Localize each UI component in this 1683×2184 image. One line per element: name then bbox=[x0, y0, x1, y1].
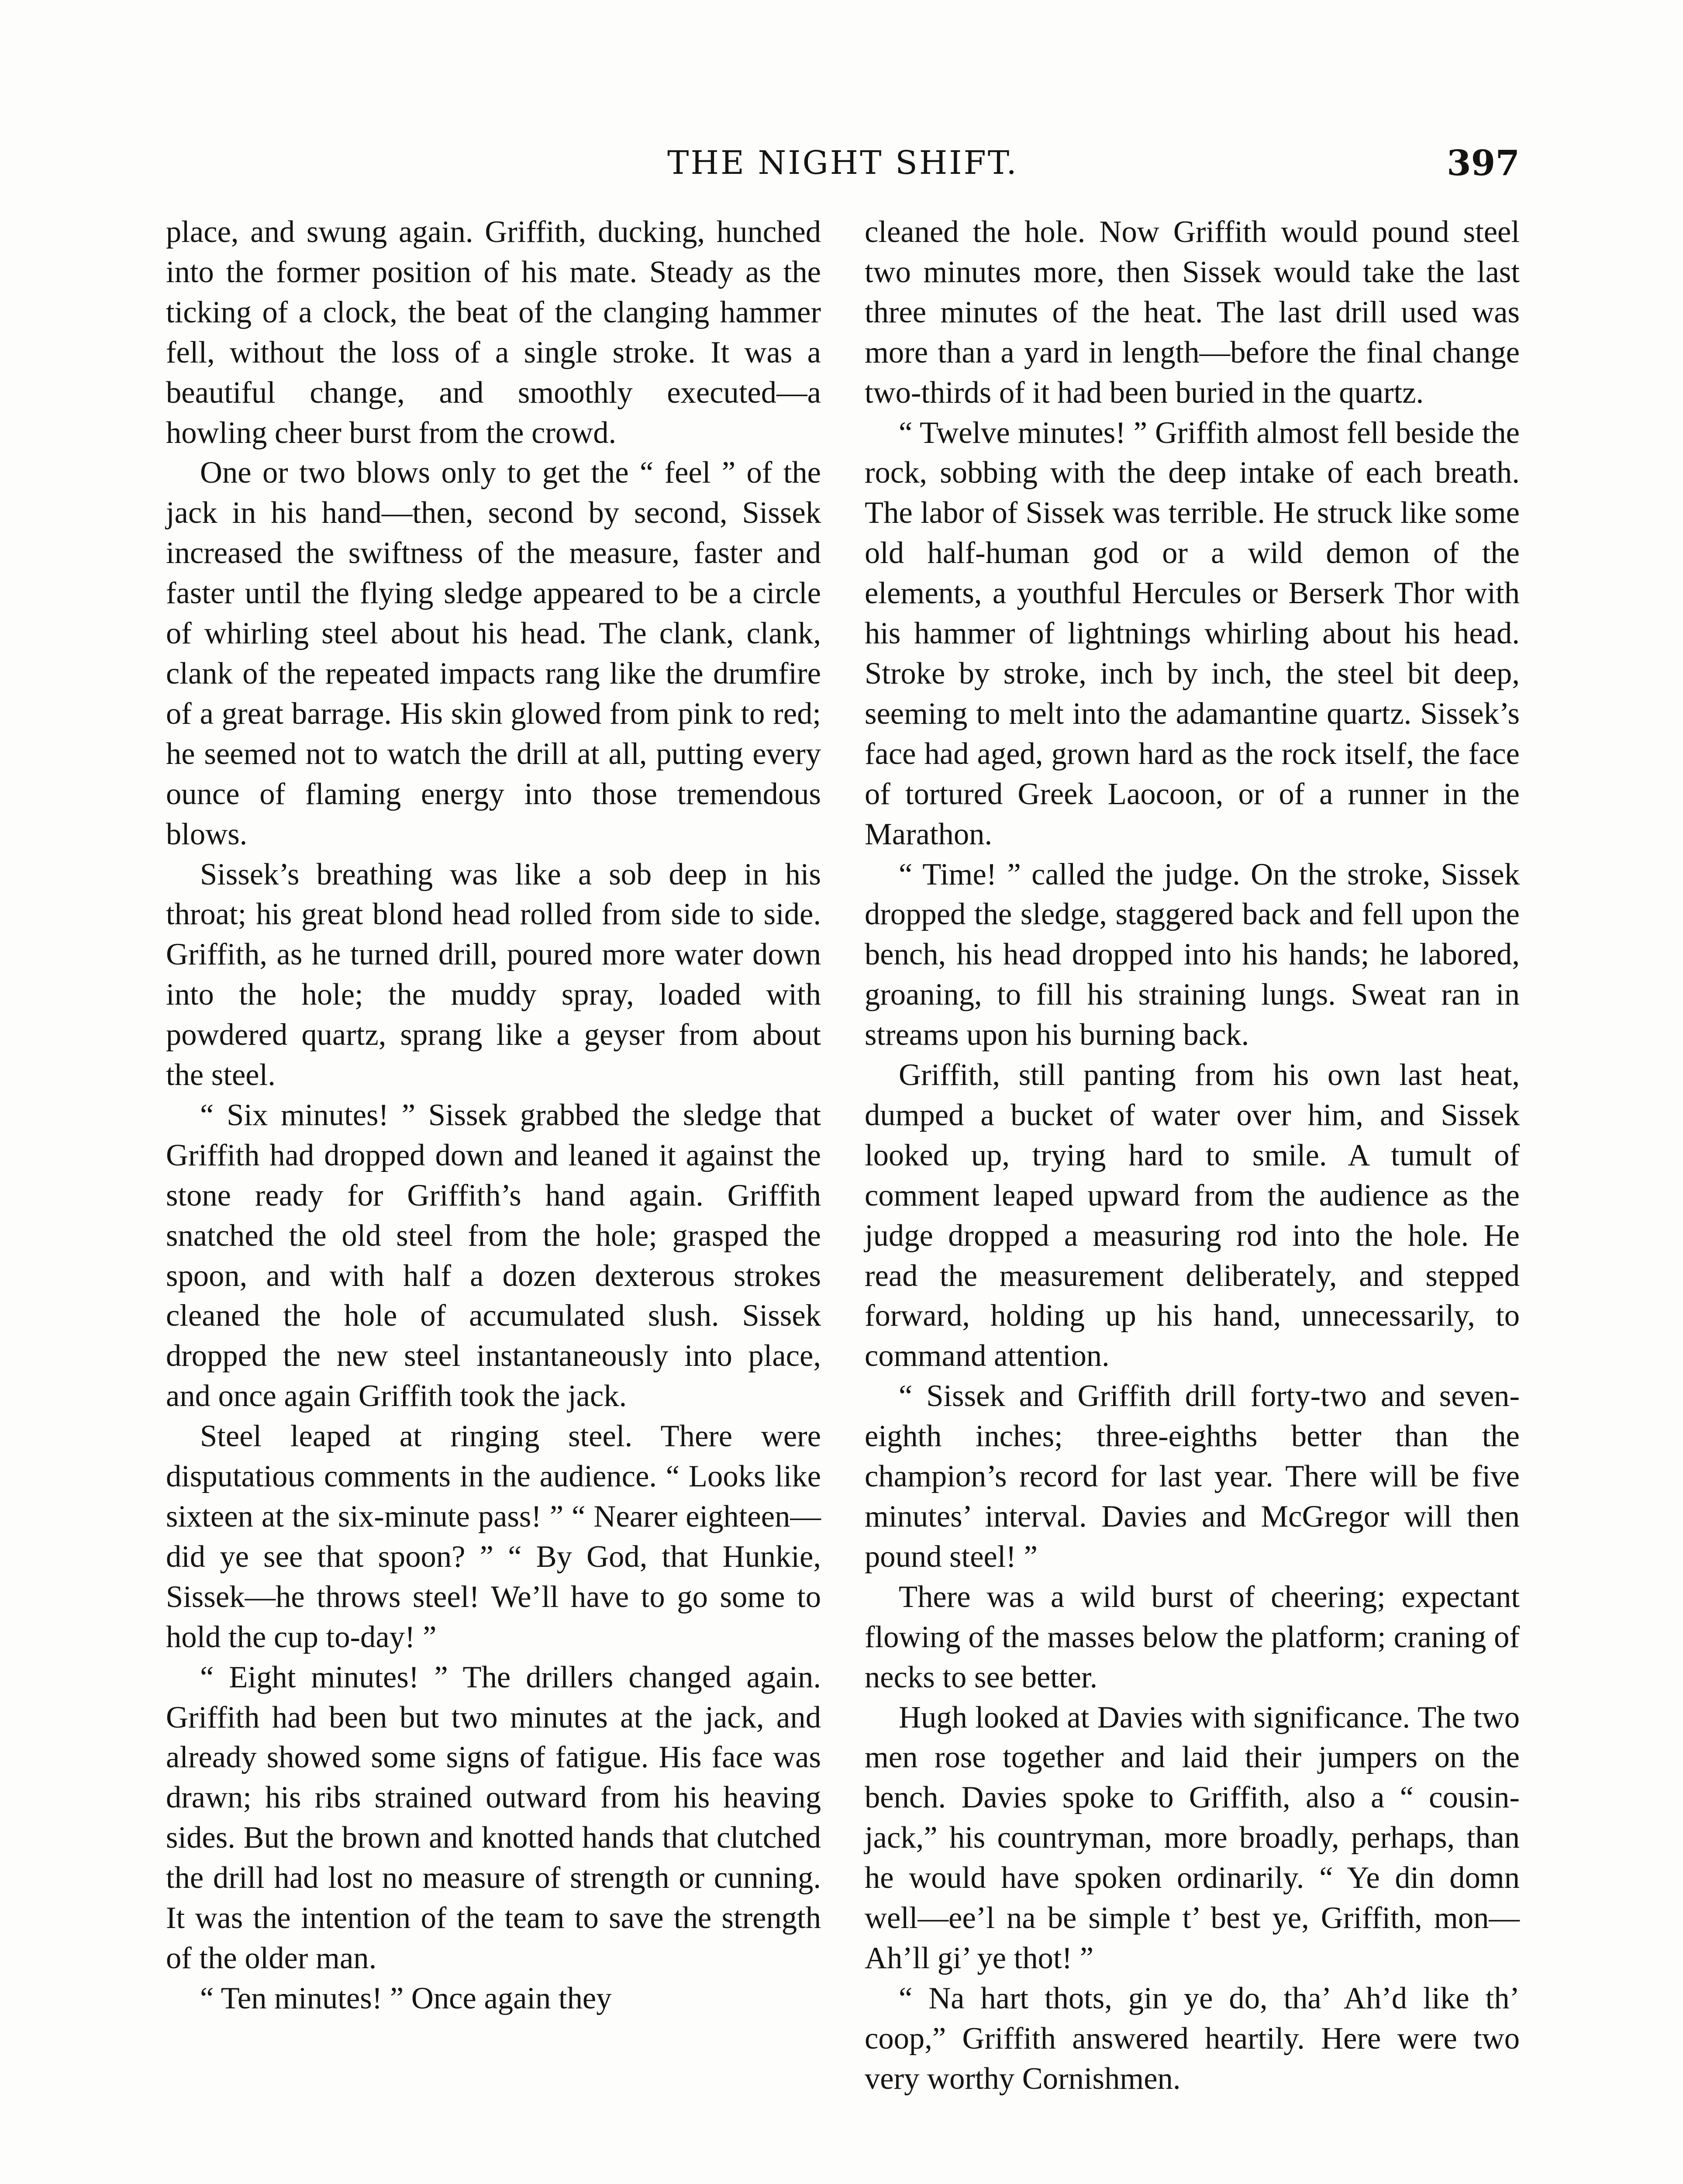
paragraph: Hugh looked at Davies with significance. The two men rose together and laid their jumpers on the bench. Davies spoke to Griffith, also a “ cousin-jack,” his countryman, more broadly, perhaps, than he would have spoken ordinarily. “ Ye din domn well—ee’l na be simple t’ best ye, Griffith, mon—Ah’ll gi’ ye thot! ” bbox=[865, 1700, 1520, 1975]
paragraph: One or two blows only to get the “ feel ” of the jack in his hand—then, second by second, Sissek increased the swiftness of the measure, faster and faster until the flying sledge appeared to be a circle of whirling steel about his head. The clank, clank, clank of the repeated impacts rang like the drumfire of a great barrage. His skin glowed from pink to red; he seemed not to watch the drill at all, putting every ounce of flaming energy into those tremendous blows. bbox=[166, 456, 821, 851]
paragraph: “ Eight minutes! ” The drillers changed again. Griffith had been but two minutes at the jack, and already showed some signs of fatigue. His face was drawn; his ribs strained outward from his heaving sides. But the brown and knotted hands that clutched the drill had lost no measure of strength or cunning. It was the intention of the team to save the strength of the older man. bbox=[166, 1660, 821, 1975]
paragraph: “ Twelve minutes! ” Griffith almost fell beside the rock, sobbing with the deep intake of each breath. The labor of Sissek was terrible. He struck like some old half-human god or a wild demon of the elements, a youthful Hercules or Berserk Thor with his hammer of lightnings whirling about his head. Stroke by stroke, inch by inch, the steel bit deep, seeming to melt into the adamantine quartz. Sissek’s face had aged, grown hard as the rock itself, the face of tortured Greek Laocoon, or of a runner in the Marathon. bbox=[865, 415, 1520, 851]
running-title: THE NIGHT SHIFT. bbox=[667, 144, 1018, 182]
paragraph: “ Na hart thots, gin ye do, tha’ Ah’d like th’ coop,” Griffith answered heartily. Here were two very worthy Cornishmen. bbox=[865, 1981, 1520, 2096]
paragraph: There was a wild burst of cheering; expectant flowing of the masses below the platform; craning of necks to see better. bbox=[865, 1579, 1520, 1694]
paragraph: “ Ten minutes! ” Once again they bbox=[200, 1981, 612, 2015]
paragraph: Sissek’s breathing was like a sob deep in his throat; his great blond head rolled from side to side. Griffith, as he turned drill, poured more water down into the hole; the muddy spray, loaded with powdered quartz, sprang like a geyser from about the steel. bbox=[166, 857, 821, 1092]
page-number: 397 bbox=[1447, 142, 1520, 183]
paragraph: cleaned the hole. Now Griffith would pound steel two minutes more, then Sissek would take the last three minutes of the heat. The last drill used was more than a yard in length—before the final change two-thirds of it had been buried in the quartz. bbox=[865, 215, 1520, 410]
paragraph: Griffith, still panting from his own last heat, dumped a bucket of water over him, and Sissek looked up, trying hard to smile. A tumult of comment leaped upward from the audience as the judge dropped a measuring rod into the hole. He read the measurement deliberately, and stepped forward, holding up his hand, unnecessarily, to command attention. bbox=[865, 1058, 1520, 1373]
running-head bbox=[166, 139, 1520, 187]
paragraph: “ Sissek and Griffith drill forty-two and seven-eighth inches; three-eighths better than the champion’s record for last year. There will be five minutes’ interval. Davies and McGregor will then pound steel! ” bbox=[865, 1379, 1520, 1574]
paragraph: “ Time! ” called the judge. On the stroke, Sissek dropped the sledge, staggered back and fell upon the bench, his head dropped into his hands; he labored, groaning, to fill his straining lungs. Sweat ran in streams upon his burning back. bbox=[865, 857, 1520, 1052]
paragraph: place, and swung again. Griffith, ducking, hunched into the former position of his mate. Steady as the ticking of a clock, the beat of the clanging hammer fell, without the loss of a single stroke. It was a beautiful change, and smoothly executed—a howling cheer burst from the crowd. bbox=[166, 215, 821, 450]
right-column bbox=[865, 212, 1520, 2099]
paragraph: “ Six minutes! ” Sissek grabbed the sledge that Griffith had dropped down and leaned it against the stone ready for Griffith’s hand again. Griffith snatched the old steel from the hole; grasped the spoon, and with half a dozen dexterous strokes cleaned the hole of accumulated slush. Sissek dropped the new steel instantaneously into place, and once again Griffith took the jack. bbox=[166, 1098, 821, 1413]
left-column bbox=[166, 212, 821, 2019]
paragraph: Steel leaped at ringing steel. There were disputatious comments in the audience. “ Looks like sixteen at the six-minute pass! ” “ Nearer eighteen—did ye see that spoon? ” “ By God, that Hunkie, Sissek—he throws steel! We’ll have to go some to hold the cup to-day! ” bbox=[166, 1419, 821, 1654]
